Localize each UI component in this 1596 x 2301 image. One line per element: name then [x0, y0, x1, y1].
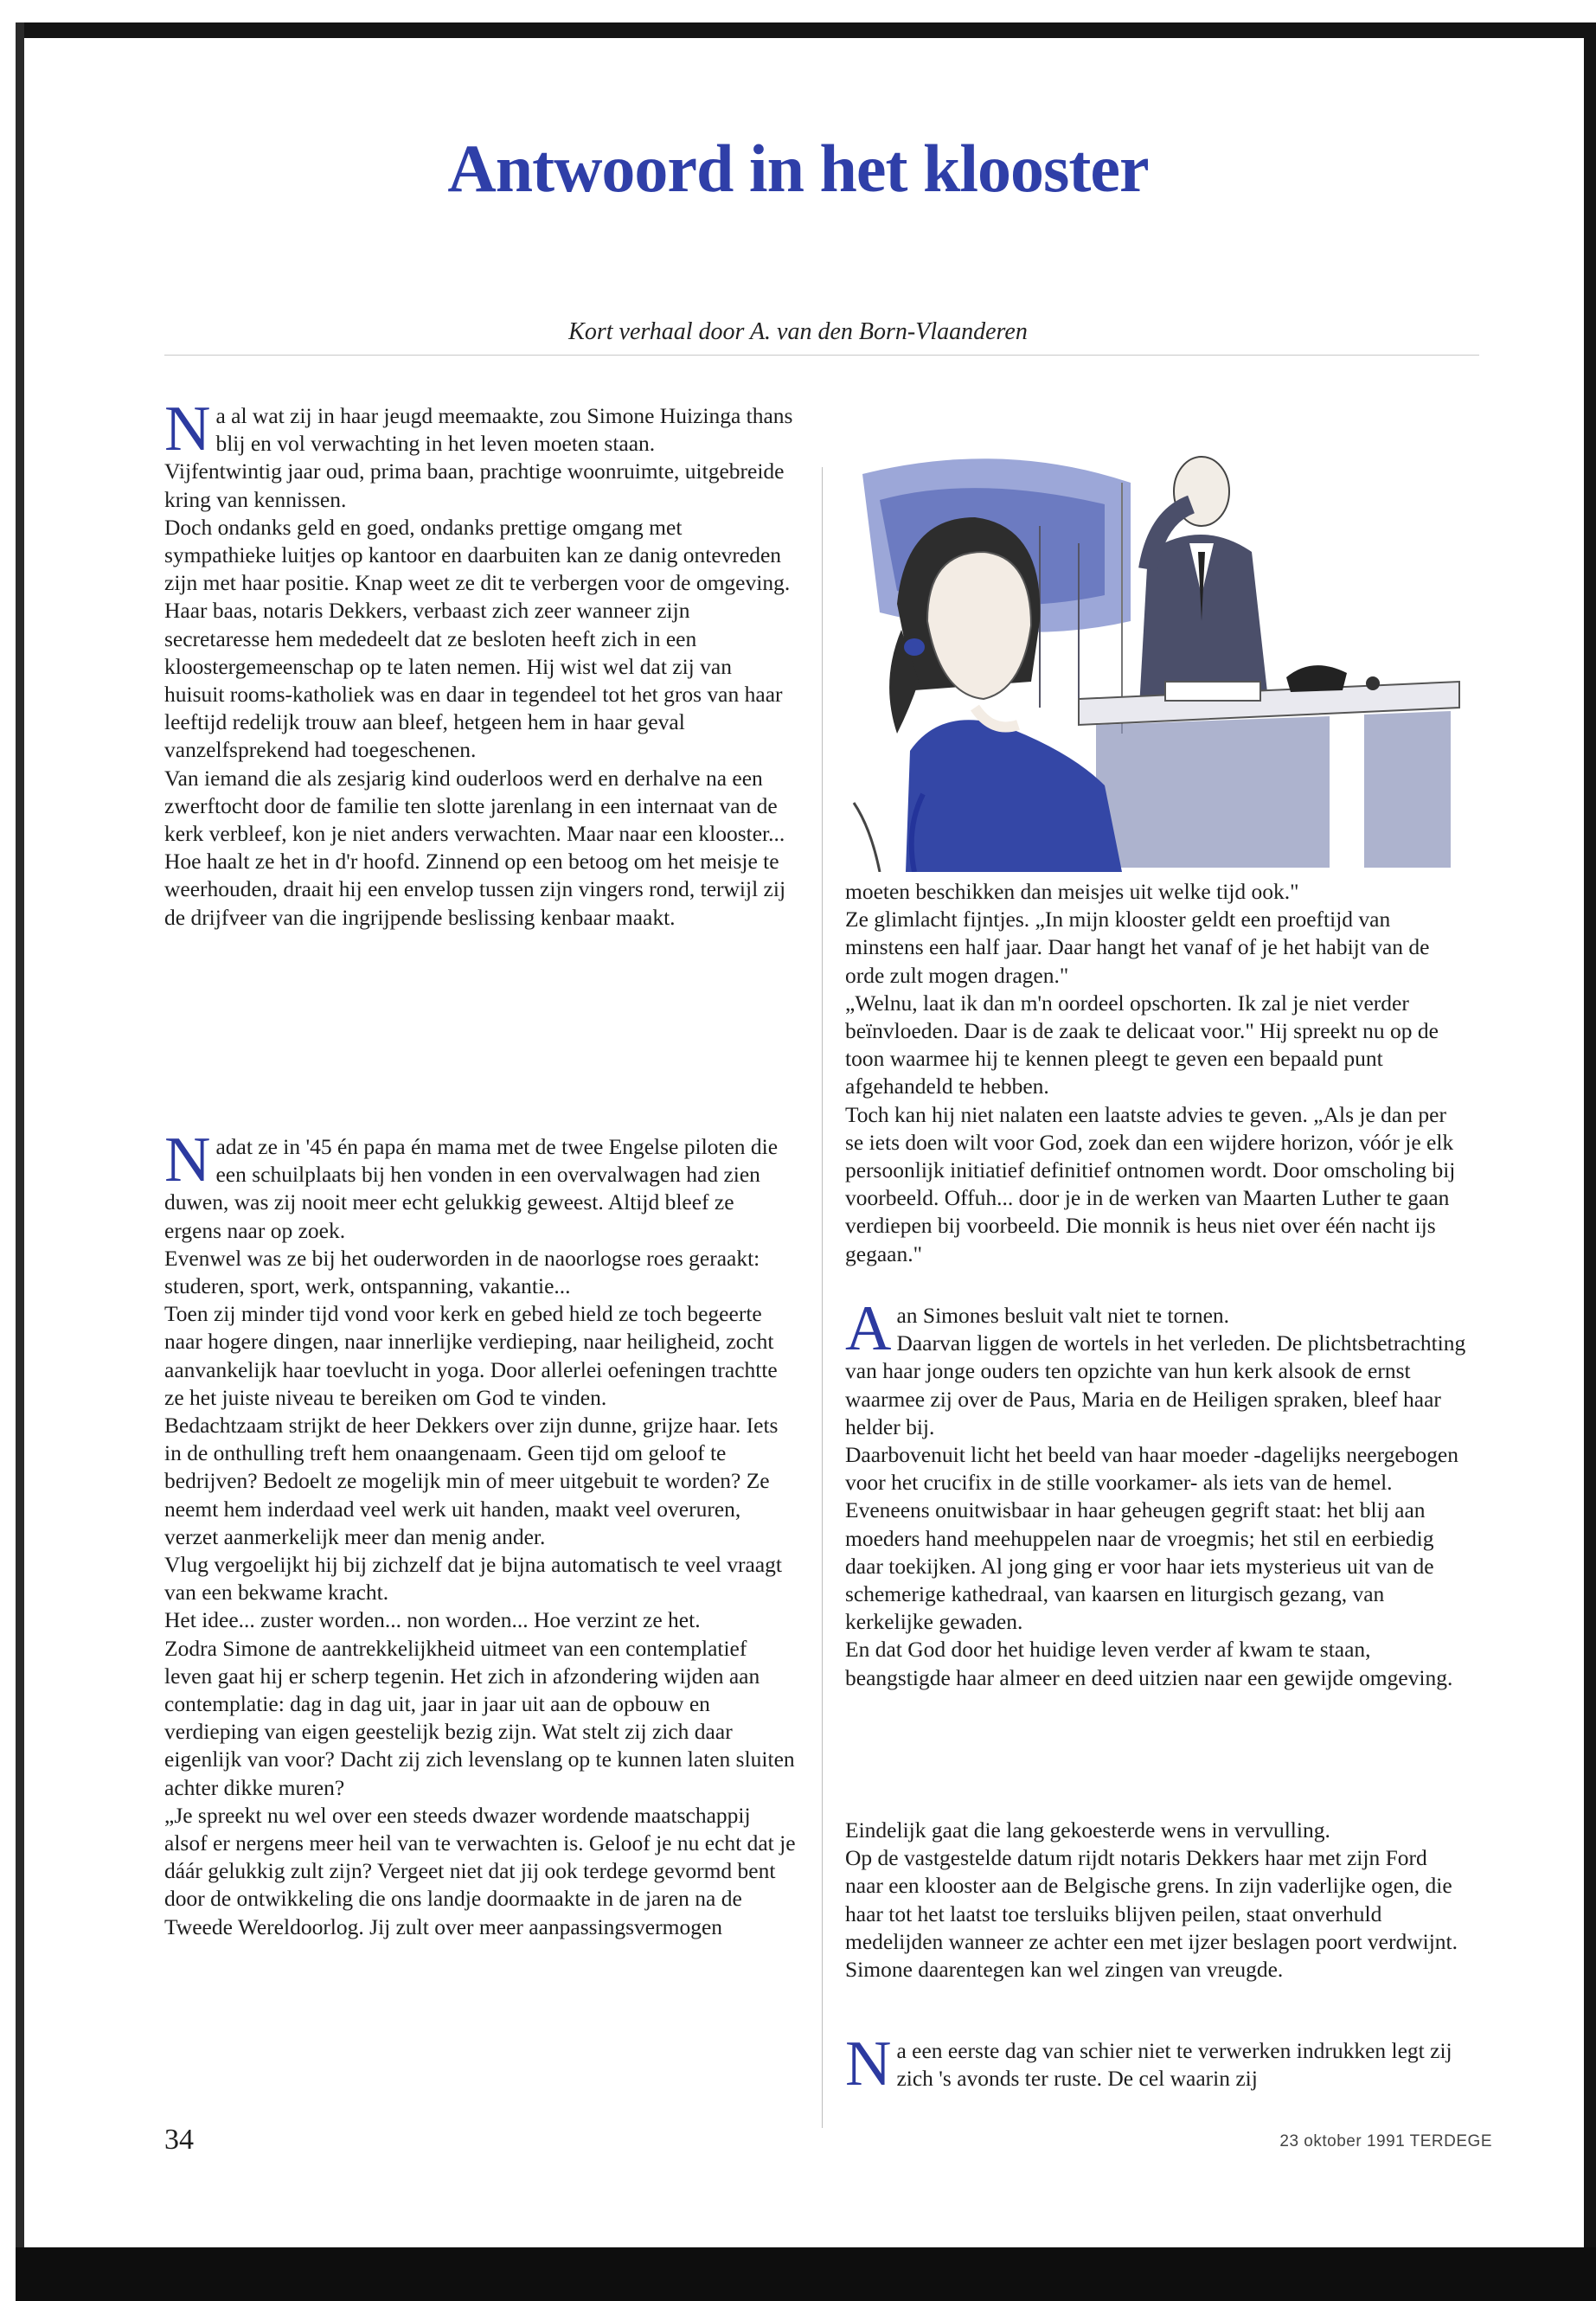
issue-date: 23 oktober 1991 TERDEGE: [1279, 2132, 1492, 2150]
page-frame-bottom: [16, 2247, 1596, 2301]
paragraph: Daarbovenuit licht het beeld van haar moeder -dagelijks neergebogen voor het crucifix in de stille voorkamer- als iets van de hemel.: [845, 1442, 1458, 1496]
column-divider: [822, 467, 823, 2128]
header-divider: [164, 355, 1479, 356]
paragraph: Bedachtzaam strijkt de heer Dekkers over zijn dunne, grijze haar. Iets in de onthulling treft hem onaangenaam. Geen tijd om geloof te bedrijven? Bedoelt ze mogelijk min of meer uitgebuit te worden? Ze neemt hem inderdaad veel werk uit handen, maakt veel overuren, verzet aanmerkelijk meer dan menig ander.: [164, 1413, 779, 1549]
right-column-section-2: [845, 1293, 1468, 1692]
dropcap: N: [845, 2029, 892, 2099]
paragraph: Vijfentwintig jaar oud, prima baan, prachtige woonruimte, uitgebreide kring van kennissen.: [164, 458, 785, 512]
paragraph: Zodra Simone de aantrekkelijkheid uitmeet van een contemplatief leven gaat hij er scherp tegenin. Het zich in afzondering wijden aan contemplatie: dag in dag uit, jaar in jaar uit aan de opbouw en verdieping van eigen geestelijk bezig zijn. Wat stelt zij zich daar eigenlijk van voor? Dacht zij zich levenslang op te kunnen laten sluiten achter dikke muren?: [164, 1635, 795, 1800]
paragraph: Evenwel was ze bij het ouderworden in de naoorlogse roes geraakt: studeren, sport, werk, ontspanning, vakantie...: [164, 1245, 760, 1299]
right-column-section-3: [845, 1817, 1468, 1984]
paragraph: Eindelijk gaat die lang gekoesterde wens in vervulling.: [845, 1817, 1330, 1843]
paragraph: moeten beschikken dan meisjes uit welke tijd ook.": [845, 879, 1299, 904]
paragraph: Doch ondanks geld en goed, ondanks prettige omgang met sympathieke luitjes op kantoor en daarbuiten kan ze danig ontevreden zijn met haar positie. Knap weet ze dit te verbergen voor de omgeving.: [164, 514, 791, 596]
paragraph: Simone daarentegen kan wel zingen van vreugde.: [845, 1957, 1284, 1983]
paragraph: „Je spreekt nu wel over een steeds dwazer wordende maatschappij alsof er nergens meer heil van te verwachten is. Geloof je nu echt dat je dáár gelukkig zult zijn? Vergeet niet dat jij ook terdege gevormd bent door de ontwikkeling die ons landje doormaakte in de jaren na de Tweede Wereldoorlog. Jij zult over meer aanpassingsvermogen: [164, 1802, 796, 1939]
paragraph: Nadat ze in '45 én papa én mama met de twee Engelse piloten die een schuilplaats bij hen vonden in een overvalwagen had zien duwen, was zij nooit meer echt gelukkig geweest. Altijd bleef ze ergens naar op zoek.: [164, 1125, 779, 1243]
article-title: Antwoord in het klooster: [447, 131, 1149, 206]
page-frame-left: [16, 22, 24, 2263]
paragraph: Haar baas, notaris Dekkers, verbaast zich zeer wanneer zijn secretaresse hem mededeelt dat ze besloten heeft zich in een kloostergemeenschap op te laten nemen. Hij wist wel dat zij van huisuit rooms-katholiek was en daar in tegendeel tot het gros van haar leeftijd redelijk trouw aan bleef, hetgeen hem in haar geval vanzelfsprekend had toegeschenen.: [164, 598, 783, 763]
paragraph: „Welnu, laat ik dan m'n oordeel opschorten. Ik zal je niet verder beïnvloeden. Daar is de zaak te delicaat voor." Hij spreekt nu op de toon waarmee hij te kennen pleegt te geven een bepaald punt afgehandeld te hebben.: [845, 990, 1439, 1099]
paragraph: En dat God door het huidige leven verder af kwam te staan, beangstigde haar almeer en deed uitzien naar een gewijde omgeving.: [845, 1637, 1453, 1690]
paragraph: Op de vastgestelde datum rijdt notaris Dekkers haar met zijn Ford naar een klooster aan de Belgische grens. In zijn vaderlijke ogen, die haar tot het laatst toe tersluiks blijven peilen, staat onverhuld medelijden wanneer ze achter een met ijzer beslagen poort verdwijnt.: [845, 1845, 1458, 1954]
paragraph: Na al wat zij in haar jeugd meemaakte, zou Simone Huizinga thans blij en vol verwachting in het leven moeten staan.: [164, 394, 793, 465]
left-column-section-1: [164, 394, 796, 932]
page-frame-top: [16, 22, 1596, 38]
dropcap: N: [164, 394, 211, 465]
article-byline: Kort verhaal door A. van den Born-Vlaanderen: [568, 318, 1028, 345]
right-column-section-4: [845, 2029, 1468, 2099]
page-number: 34: [164, 2124, 194, 2156]
paragraph: Eveneens onuitwisbaar in haar geheugen gegrift staat: het blij aan moeders hand meehuppelen naar de vroegmis; het stil en eerbiedig daar toekijken. Al jong ging er voor haar iets mysterieus uit van de schemerige kathedraal, van kaarsen en liturgisch gezang, van kerkelijke gewaden.: [845, 1497, 1434, 1635]
page-frame-right: [1584, 22, 1596, 2263]
paragraph: Toch kan hij niet nalaten een laatste advies te geven. „Als je dan per se iets doen wilt voor God, zoek dan een wijdere horizon, vóór je elk persoonlijk initiatief definitief ontnomen wordt. Door omscholing bij voorbeeld. Offuh... door je in de werken van Maarten Luther te gaan verdiepen bij voorbeeld. Die monnik is heus niet over één nacht ijs gegaan.": [845, 1101, 1456, 1266]
story-illustration: [845, 422, 1468, 872]
paragraph: Daarvan liggen de wortels in het verleden. De plichtsbetrachting van haar jonge ouders ten opzichte van hun kerk alsook de ernst waarmee zij over de Paus, Maria en de Heiligen spraken, bleef haar helder bij.: [845, 1330, 1466, 1439]
paragraph: Na een eerste dag van schier niet te verwerken indrukken legt zij zich 's avonds ter ruste. De cel waarin zij: [845, 2029, 1452, 2099]
dropcap: N: [164, 1125, 211, 1195]
right-column-section-1: [845, 878, 1468, 1268]
left-column-section-2: [164, 1125, 796, 1941]
paragraph: Het idee... zuster worden... non worden... Hoe verzint ze het.: [164, 1607, 701, 1633]
paragraph: Vlug vergoelijkt hij bij zichzelf dat je bijna automatisch te veel vraagt van een bekwame kracht.: [164, 1552, 782, 1606]
paragraph: Aan Simones besluit valt niet te tornen.: [845, 1293, 1230, 1364]
paragraph: Van iemand die als zesjarig kind ouderloos werd en derhalve na een zwerftocht door de familie ten slotte jarenlang in een internaat van de kerk verbleef, kon je niet anders verwachten. Maar naar een klooster... Hoe haalt ze het in d'r hoofd. Zinnend op een betoog om het meisje te weerhouden, draait hij een envelop tussen zijn vingers rond, terwijl zij de drijfveer van die ingrijpende beslissing kenbaar maakt.: [164, 765, 786, 930]
paragraph: Ze glimlacht fijntjes. „In mijn klooster geldt een proeftijd van minstens een half jaar. Daar hangt het vanaf of je het habijt van de orde zult mogen dragen.": [845, 907, 1430, 988]
dropcap: A: [845, 1293, 892, 1364]
paragraph: Toen zij minder tijd vond voor kerk en gebed hield ze toch begeerte naar hogere dingen, naar innerlijke verdieping, naar heiligheid, zocht aanvankelijk haar toevlucht in yoga. Door allerlei oefeningen trachtte ze het juiste niveau te bereiken om God te vinden.: [164, 1301, 778, 1410]
